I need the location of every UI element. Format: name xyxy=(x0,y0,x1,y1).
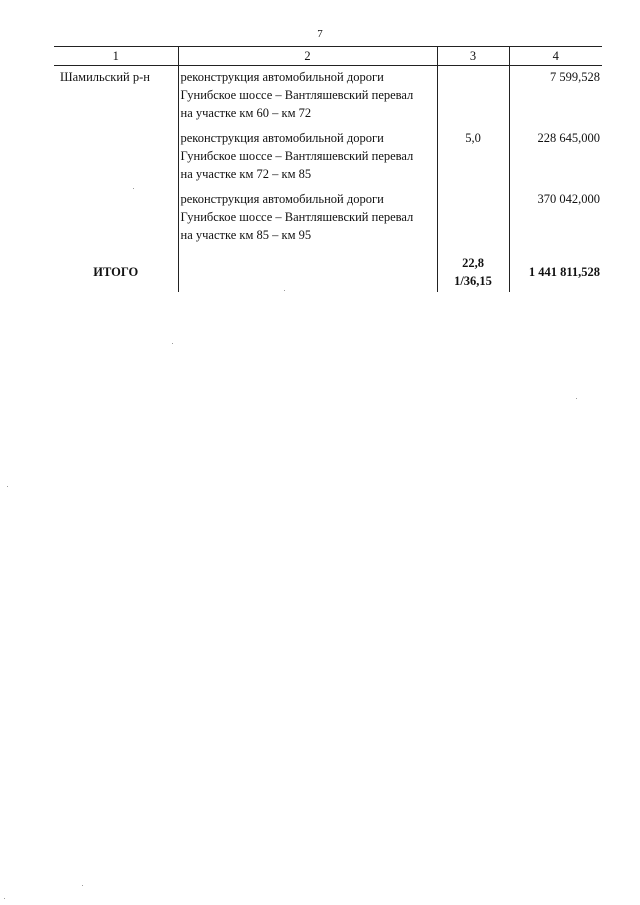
total-row xyxy=(54,246,602,292)
amount-cell: 370 042,000 xyxy=(509,185,602,246)
scan-speck xyxy=(4,898,5,899)
work-line: реконструкция автомобильной дороги xyxy=(180,131,384,145)
work-cell xyxy=(178,185,437,246)
work-line: реконструкция автомобильной дороги xyxy=(180,70,384,84)
work-cell xyxy=(178,66,437,125)
header-row xyxy=(54,47,602,66)
work-cell xyxy=(178,124,437,185)
total-length-cell xyxy=(437,246,509,292)
table-row xyxy=(54,124,602,185)
work-line: Гунибское шоссе – Вантляшевский перевал xyxy=(180,88,414,102)
table-row xyxy=(54,66,602,125)
table-row xyxy=(54,185,602,246)
length-cell: 5,0 xyxy=(437,124,509,185)
column-header-2: 2 xyxy=(178,47,437,66)
total-length-line: 1/36,15 xyxy=(454,274,492,288)
region-cell xyxy=(54,124,178,185)
scan-speck xyxy=(82,885,83,886)
work-line: реконструкция автомобильной дороги xyxy=(180,192,384,206)
work-line: на участке км 60 – км 72 xyxy=(180,106,312,120)
scan-speck xyxy=(284,290,285,291)
amount-cell: 7 599,528 xyxy=(509,66,602,125)
region-cell: Шамильский р-н xyxy=(60,70,150,84)
column-header-4: 4 xyxy=(509,47,602,66)
work-line: Гунибское шоссе – Вантляшевский перевал xyxy=(180,210,414,224)
total-work-cell xyxy=(178,246,437,292)
scan-speck xyxy=(172,343,173,344)
scan-speck xyxy=(7,486,8,487)
work-line: на участке км 72 – км 85 xyxy=(180,167,312,181)
amount-cell: 228 645,000 xyxy=(509,124,602,185)
total-amount-cell: 1 441 811,528 xyxy=(509,246,602,292)
total-label: ИТОГО xyxy=(93,265,139,279)
length-cell xyxy=(437,66,509,125)
column-header-3: 3 xyxy=(437,47,509,66)
allocation-table xyxy=(54,46,602,292)
region-cell xyxy=(54,185,178,246)
total-length-line: 22,8 xyxy=(462,256,484,270)
work-line: на участке км 85 – км 95 xyxy=(180,228,312,242)
column-header-1: 1 xyxy=(54,47,178,66)
work-line: Гунибское шоссе – Вантляшевский перевал xyxy=(180,149,414,163)
length-cell xyxy=(437,185,509,246)
scan-speck xyxy=(133,188,134,189)
page-number: 7 xyxy=(317,28,323,40)
scan-speck xyxy=(576,398,577,399)
